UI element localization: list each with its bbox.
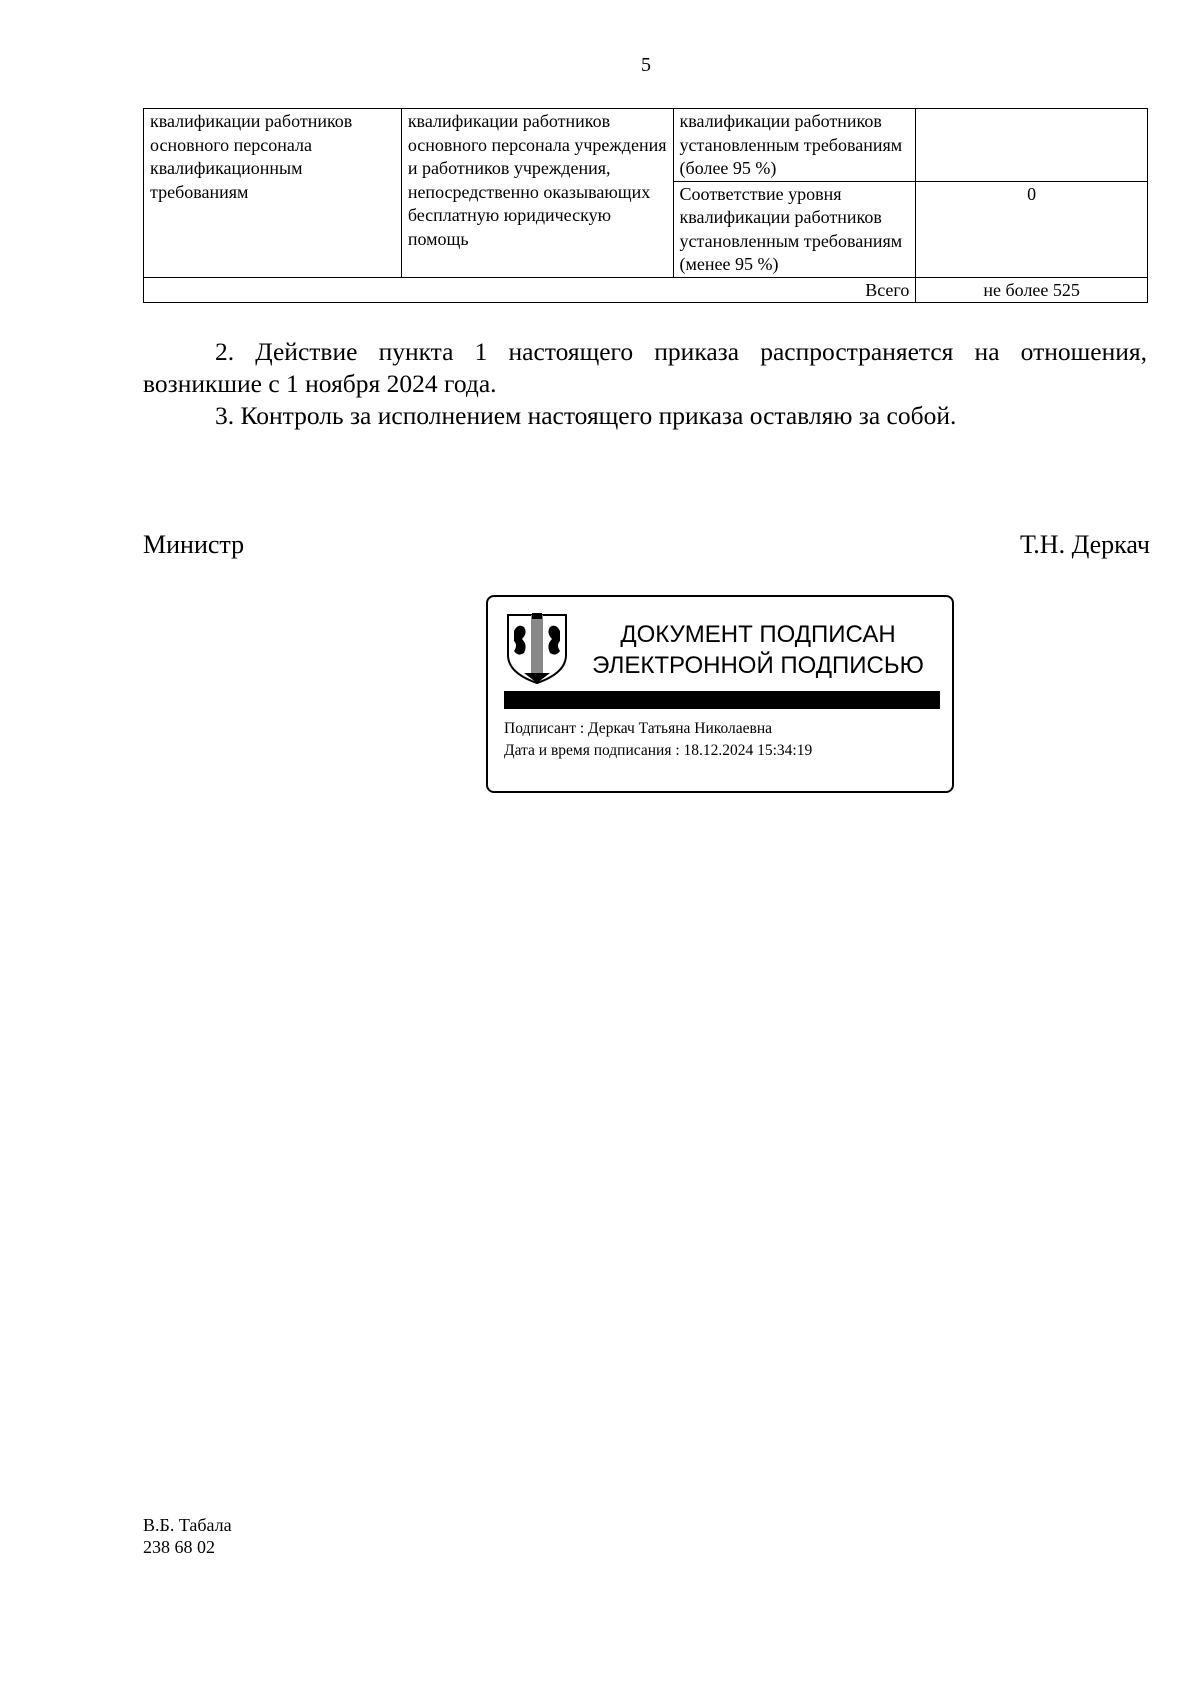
stamp-certificate-bar [504,691,940,709]
paragraph: 2. Действие пункта 1 настоящего приказа распространяется на отношения, возникшие с 1 ноября 2024 года. [143,337,1147,398]
coat-of-arms-icon [504,611,570,685]
signatory-name: Т.Н. Деркач [1020,530,1150,559]
criteria-table [143,108,1148,303]
total-value: не более 525 [916,277,1148,303]
stamp-signer: Подписант : Деркач Татьяна Николаевна [504,720,773,737]
table-cell-indicator: квалификации работников основного персонала учреждения и работников учреждения, непосредственно оказывающих бесплатную юридическую помощь [401,109,673,278]
executor-phone: 238 68 02 [143,1537,215,1557]
executor-info [143,1514,232,1558]
table-cell-condition: Соответствие уровня квалификации работников установленным требованиям (менее 95 %) [673,181,916,277]
stamp-datetime: Дата и время подписания : 18.12.2024 15:34:19 [504,742,813,759]
table-cell-points [916,109,1148,182]
paragraph: 3. Контроль за исполнением настоящего приказа оставляю за собой. [215,401,957,430]
signatory-title: Министр [143,530,245,559]
e-signature-stamp [486,595,954,793]
stamp-heading-line: ЭЛЕКТРОННОЙ ПОДПИСЬЮ [592,652,924,679]
table-total-row [144,277,1148,303]
executor-name: В.Б. Табала [143,1515,232,1535]
stamp-heading [588,619,928,681]
table-cell-points: 0 [916,181,1148,277]
order-paragraphs [143,336,1147,432]
table-cell-criterion: квалификации работников основного персонала квалификационным требованиям [144,109,402,278]
page-number: 5 [641,54,651,76]
stamp-heading-line: ДОКУМЕНТ ПОДПИСАН [620,621,896,648]
table-row [144,109,1148,182]
table-cell-condition: квалификации работников установленным требованиям (более 95 %) [673,109,916,182]
total-label: Всего [144,277,916,303]
